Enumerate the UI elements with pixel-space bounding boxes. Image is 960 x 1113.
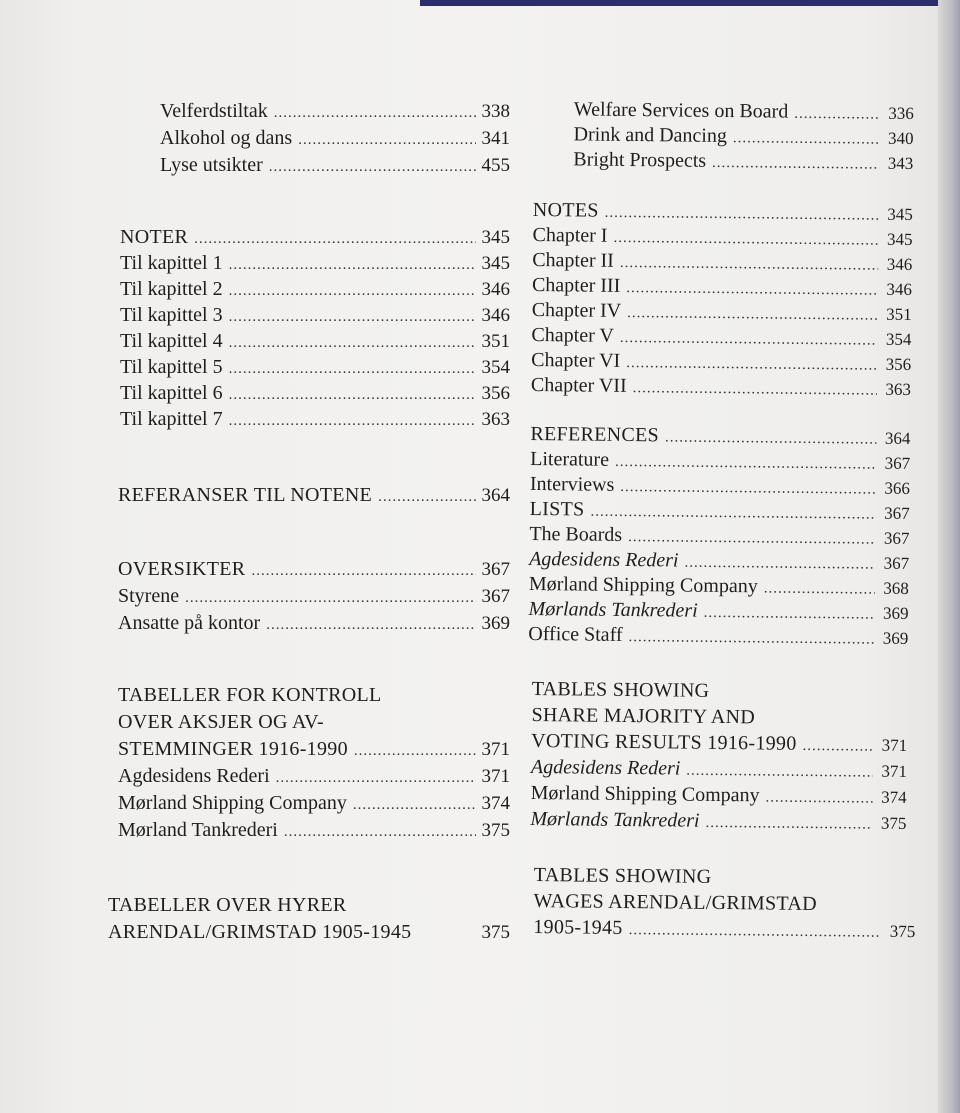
- toc-heading-overviews: OVERSIKTER ..... 367: [118, 556, 510, 584]
- book-cover-top: [420, 0, 960, 6]
- toc-heading-wages: ARENDAL/GRIMSTAD 1905-1945 375: [108, 921, 510, 943]
- toc-entry: Mørland Tankrederi ..... 375: [118, 817, 510, 845]
- toc-heading-tables-line1: TABELLER FOR KONTROLL: [118, 684, 382, 706]
- toc-entry: Til kapittel 7 ..... 363: [120, 406, 510, 434]
- toc-entry: Office Staff ..... 369: [528, 621, 908, 653]
- toc-entry: Mørlands Tankrederi ..... 369: [528, 596, 908, 628]
- toc-entry: Chapter I ..... 345: [532, 222, 912, 254]
- toc-entry: Ansatte på kontor ..... 369: [118, 610, 510, 638]
- toc-heading-wages-line1: TABLES SHOWING: [533, 864, 712, 888]
- toc-entry: Velferdstiltak ..... 338: [160, 98, 510, 126]
- toc-entry: Agdesidens Rederi ..... 367: [529, 546, 909, 578]
- toc-heading-wages: 1905-1945 ..... 375: [533, 914, 915, 946]
- toc-heading-tables: STEMMINGER 1916-1990 ..... 371: [118, 736, 510, 764]
- toc-heading-wages-line1: TABELLER OVER HYRER: [108, 894, 347, 916]
- toc-entry: Chapter II ..... 346: [532, 247, 912, 279]
- toc-entry: Til kapittel 4 ..... 351: [120, 328, 510, 356]
- toc-entry: Styrene ..... 367: [118, 583, 510, 611]
- toc-entry: Drink and Dancing ..... 340: [573, 121, 913, 153]
- toc-entry: Chapter V ..... 354: [531, 322, 911, 354]
- toc-entry: Chapter VII ..... 363: [531, 372, 911, 404]
- toc-heading-tables-line2: OVER AKSJER OG AV-: [118, 711, 325, 733]
- toc-entry: Til kapittel 2 ..... 346: [120, 276, 510, 304]
- toc-heading-lists: LISTS ..... 367: [530, 496, 910, 528]
- toc-heading-references: REFERENCES ..... 364: [530, 421, 910, 453]
- toc-entry: The Boards ..... 367: [529, 521, 909, 553]
- toc-entry: Mørland Shipping Company ..... 374: [531, 780, 907, 812]
- toc-heading-tables-line1: TABLES SHOWING: [531, 678, 710, 702]
- toc-entry: Interviews ..... 366: [530, 471, 910, 503]
- toc-entry: Bright Prospects ..... 343: [573, 146, 913, 178]
- book-cover-edge: [938, 0, 960, 1113]
- toc-entry: Mørland Shipping Company ..... 374: [118, 790, 510, 818]
- toc-heading-tables: VOTING RESULTS 1916-1990 ..... 371: [531, 728, 907, 760]
- toc-entry: Til kapittel 5 ..... 354: [120, 354, 510, 382]
- toc-entry: Agdesidens Rederi ..... 371: [118, 763, 510, 791]
- toc-entry: Til kapittel 6 ..... 356: [120, 380, 510, 408]
- toc-heading-notes: NOTES ..... 345: [533, 197, 913, 229]
- toc-entry: Chapter VI ..... 356: [531, 347, 911, 379]
- toc-heading-tables-line2: SHARE MAJORITY AND: [531, 704, 756, 729]
- toc-entry: Agdesidens Rederi ..... 371: [531, 754, 907, 786]
- toc-entry: Welfare Services on Board ..... 336: [574, 96, 914, 128]
- toc-heading-wages-line2: WAGES ARENDAL/GRIMSTAD: [533, 890, 818, 916]
- toc-entry: Literature ..... 367: [530, 446, 910, 478]
- toc-entry: Lyse utsikter ..... 455: [160, 152, 510, 180]
- toc-entry: Chapter III ..... 346: [532, 272, 912, 304]
- toc-entry: Mørland Shipping Company ..... 368: [529, 571, 909, 603]
- toc-heading-references: REFERANSER TIL NOTENE ..... 364: [118, 482, 510, 510]
- toc-entry: Til kapittel 3 ..... 346: [120, 302, 510, 330]
- toc-entry: Chapter IV ..... 351: [532, 297, 912, 329]
- toc-entry: Mørlands Tankrederi ..... 375: [530, 806, 906, 838]
- toc-entry: Til kapittel 1 ..... 345: [120, 250, 510, 278]
- toc-entry: Alkohol og dans ..... 341: [160, 125, 510, 153]
- toc-heading-notes: NOTER ..... 345: [120, 224, 510, 252]
